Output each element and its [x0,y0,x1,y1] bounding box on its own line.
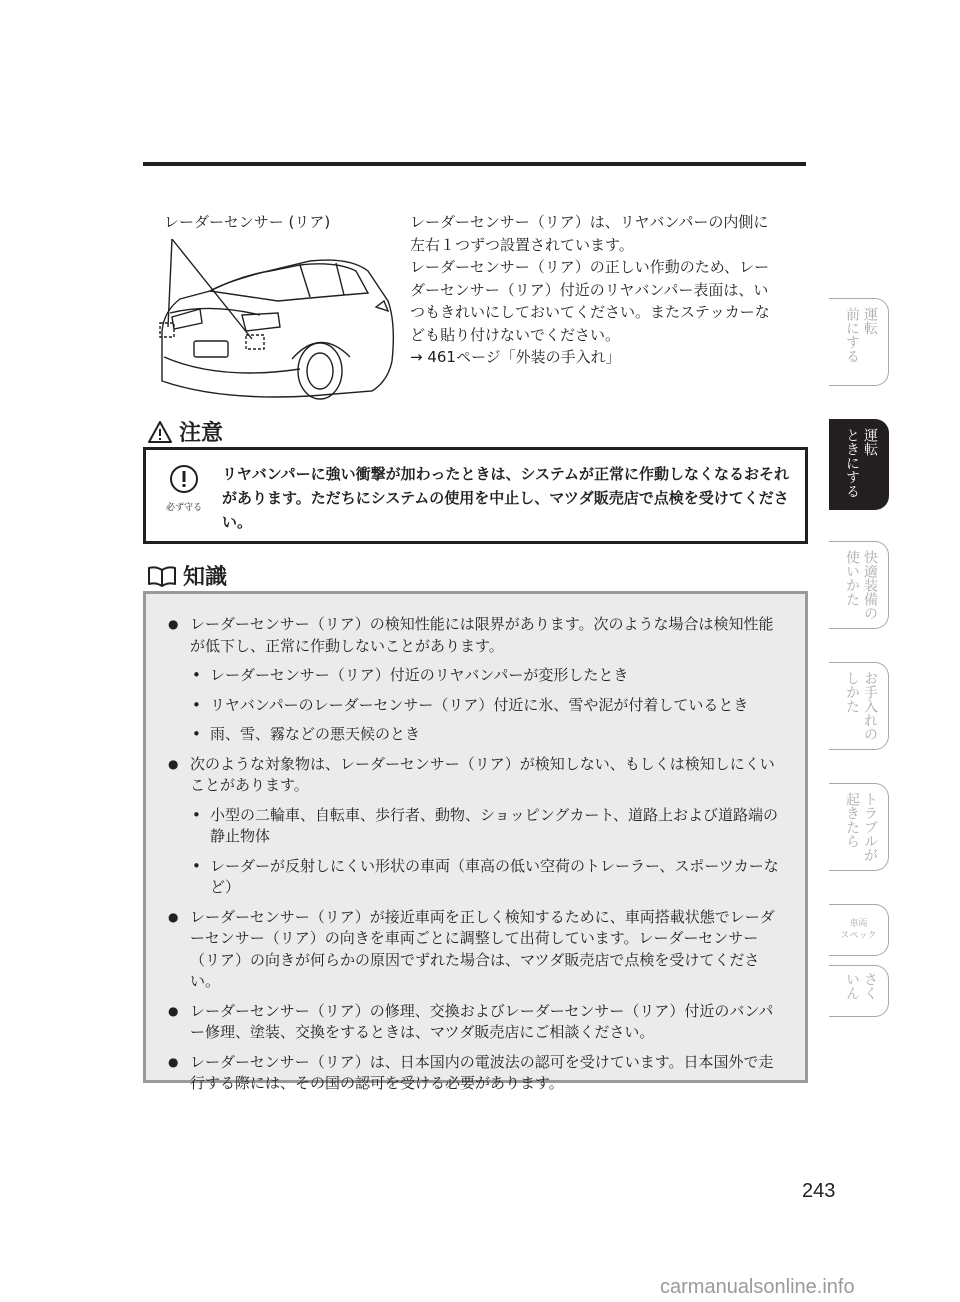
tab-label-col: 前にする [844,307,860,363]
book-icon [147,565,177,587]
caution-text: リヤバンパーに強い衝撃が加わったときは、システムが正常に作動しなくなるおそれがあります。ただちにシステムの使用を中止し、マツダ販売店で点検を受けてください。 [222,465,790,531]
tab-label-col: さく [862,972,878,1000]
exclamation-circle-icon [169,464,199,494]
knowledge-bullet: ● 次のような対象物は、レーダーセンサー（リア）が検知しない、もしくは検知しにくいことがあります。 [166,754,787,797]
knowledge-box [143,591,808,1092]
page-number: 243 [802,1180,836,1202]
top-rule [143,162,806,166]
caution-heading-text: 注意 [179,421,224,446]
watermark: carmanualsonline.info [660,1276,855,1298]
tab-label-col: 運転 [862,428,878,456]
caution-box [143,447,808,544]
tab-label-col: お手入れの [862,671,878,741]
knowledge-bullet: ● レーダーセンサー（リア）の修理、交換およびレーダーセンサー（リア）付近のバンパー修理、塗装、交換をするときは、マツダ販売店にご相談ください。 [166,1001,787,1044]
tab-maintenance[interactable] [829,662,889,750]
tab-label-col: 快適装備の [862,550,878,620]
knowledge-sub-item: • 雨、雪、霧などの悪天候のとき [166,724,787,746]
tab-vehicle-spec[interactable] [829,904,889,956]
tab-label-col: いん [844,972,860,1000]
intro-text [410,211,810,369]
rear-sensor-figure [150,205,400,405]
knowledge-heading [147,560,227,591]
tab-label-line: スペック [840,931,877,941]
tab-label-col: しかた [844,671,860,713]
tab-label-col: 使いかた [844,550,860,606]
tab-before-driving[interactable] [829,298,889,386]
knowledge-bullet: ● レーダーセンサー（リア）は、日本国内の電波法の認可を受けています。日本国外で走行する際には、その国の認可を受ける必要があります。 [166,1052,787,1095]
warning-triangle-icon [147,420,173,444]
caution-icon-label: 必ず守る [165,503,202,513]
tab-label-col: トラブルが [862,792,878,862]
figure-label: レーダーセンサー (リア) [164,213,331,231]
car-rear-illustration [150,231,400,405]
tab-index[interactable] [829,965,889,1017]
knowledge-sub-item: • レーダーセンサー（リア）付近のリヤバンパーが変形したとき [166,665,787,687]
tab-while-driving[interactable] [829,419,889,510]
intro-paragraph: レーダーセンサー（リア）は、リヤバンパーの内側に 左右１つずつ設置されています。 レーダーセンサー（リア）の正しい作動のため、レー ダーセンサー（リア）付近のリヤバンパー表面は、い つもきれいにしておいてください。またステッカーな ども貼り付けないでください。 → 461ページ「外装の手入れ」 [410,213,770,366]
knowledge-sub-item: • 小型の二輪車、自転車、歩行者、動物、ショッピングカート、道路上および道路端の静止物体 [166,805,787,848]
knowledge-sub-item: • リヤバンパーのレーダーセンサー（リア）付近に氷、雪や泥が付着しているとき [166,695,787,717]
tab-label-col: ときにする [844,428,860,498]
knowledge-bullet: ● レーダーセンサー（リア）が接近車両を正しく検知するために、車両搭載状態でレーダーセンサー（リア）の向きを車両ごとに調整して出荷しています。レーダーセンサー（リア）の向きが何らかの原因でずれた場合は、マツダ販売店で点検を受けてください。 [166,907,787,993]
tab-label-line: 車両 [849,919,868,929]
knowledge-heading-text: 知識 [183,565,228,590]
caution-heading [147,416,223,447]
knowledge-sub-item: • レーダーが反射しにくい形状の車両（車高の低い空荷のトレーラー、スポーツカーなど） [166,856,787,899]
tab-troubleshooting[interactable] [829,783,889,871]
tab-label-col: 運転 [862,307,878,335]
tab-comfort-equipment[interactable] [829,541,889,629]
knowledge-bullet: ● レーダーセンサー（リア）の検知性能には限界があります。次のような場合は検知性能が低下し、正常に作動しないことがあります。 [166,614,787,657]
tab-label-col: 起きたら [844,792,860,848]
caution-icon-wrap [162,464,206,513]
